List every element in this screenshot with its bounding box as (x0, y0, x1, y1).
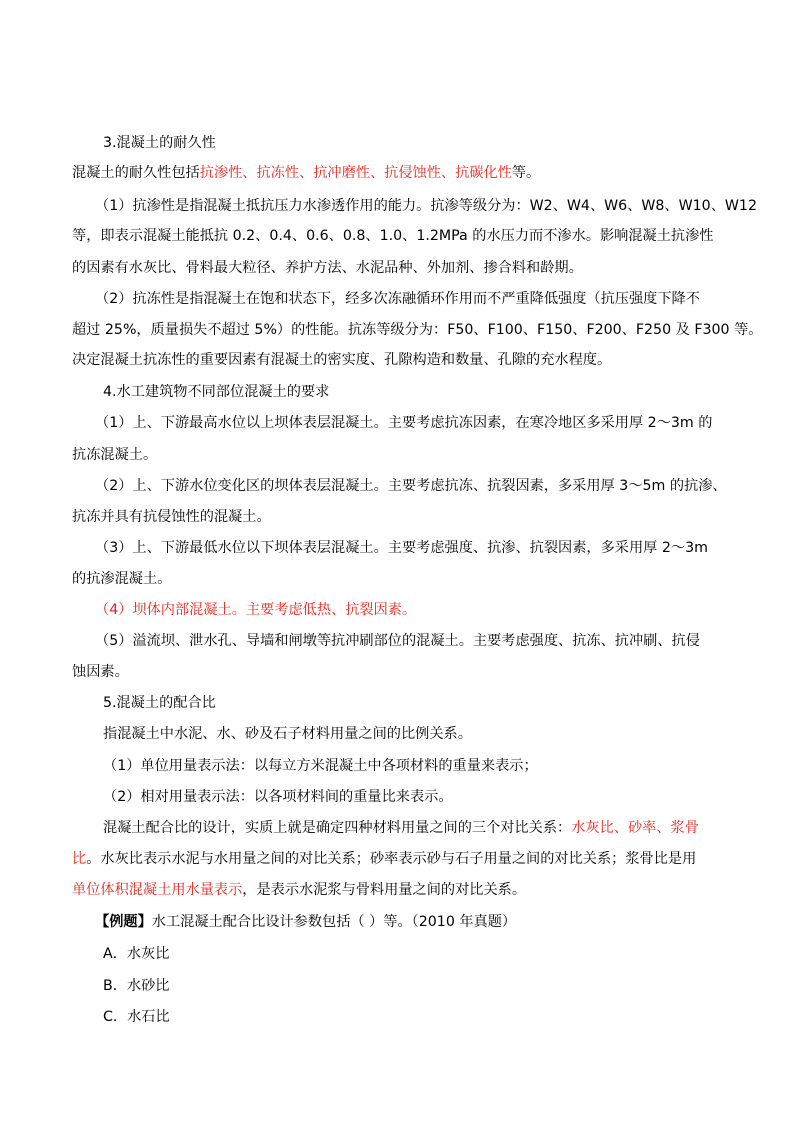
paragraph-line: （2）抗冻性是指混凝土在饱和状态下，经多次冻融循环作用而不严重降低强度（抗压强度下降不 (95, 291, 700, 307)
paragraph-line: （1）抗渗性是指混凝土抵抗压力水渗透作用的能力。抗渗等级分为：W2、W4、W6、W8、W10、W12 (95, 198, 757, 214)
paragraph-line: （1）单位用量表示法：以每立方米混凝土中各项材料的重量来表示； (103, 758, 538, 774)
paragraph-line: 指混凝土中水泥、水、砂及石子材料用量之间的比例关系。 (103, 726, 472, 742)
design-highlight: 水灰比、砂率、浆骨 (571, 820, 699, 836)
option-c: C．水石比 (103, 1009, 170, 1025)
example-tag: 【例题】 (95, 914, 152, 930)
paragraph-line: （5）溢流坝、泄水孔、导墙和闸墩等抗冲刷部位的混凝土。主要考虑强度、抗冻、抗冲刷、抗侵 (95, 633, 700, 649)
section-4-title: 4.水工建筑物不同部位混凝土的要求 (103, 384, 330, 400)
design-text: 混凝土配合比的设计，实质上就是确定四种材料用量之间的三个对比关系： (103, 820, 572, 836)
option-b: B．水砂比 (103, 978, 170, 994)
section-5-title: 5.混凝土的配合比 (103, 695, 216, 711)
paragraph-line: 抗冻混凝土。 (72, 447, 158, 463)
paragraph-line: （3）上、下游最低水位以下坝体表层混凝土。主要考虑强度、抗渗、抗裂因素，多采用厚 2～3m (95, 540, 708, 556)
paragraph-line: （1）上、下游最高水位以上坝体表层混凝土。主要考虑抗冻因素，在寒冷地区多采用厚 2～3m 的 (95, 415, 713, 431)
section-3-title: 3.混凝土的耐久性 (103, 135, 216, 151)
paragraph-line: （2）相对用量表示法：以各项材料间的重量比来表示。 (103, 789, 453, 805)
paragraph-line (72, 849, 732, 869)
design-text: 。水灰比表示水泥与水用量之间的对比关系；砂率表示砂与石子用量之间的对比关系；浆骨比是用 (86, 851, 697, 867)
paragraph-line: （2）上、下游水位变化区的坝体表层混凝土。主要考虑抗冻、抗裂因素，多采用厚 3～5m 的抗渗、 (95, 478, 727, 494)
design-highlight: 比 (72, 851, 87, 867)
highlighted-item: （4）坝体内部混凝土。主要考虑低热、抗裂因素。 (95, 602, 417, 618)
paragraph-line: 抗冻并具有抗侵蚀性的混凝土。 (72, 509, 271, 525)
intro-text: 混凝土的耐久性包括 (72, 165, 200, 181)
paragraph-line (72, 880, 732, 900)
design-highlight: 单位体积混凝土用水量表示 (72, 882, 243, 898)
paragraph-line (103, 818, 763, 838)
paragraph-line: 等，即表示混凝土能抵抗 0.2、0.4、0.6、0.8、1.0、1.2MPa 的水压力而不渗水。影响混凝土抗渗性 (72, 228, 714, 244)
example-question (95, 912, 755, 932)
intro-highlight: 抗渗性、抗冻性、抗冲磨性、抗侵蚀性、抗碳化性 (199, 165, 512, 181)
paragraph-line: 蚀因素。 (72, 664, 129, 680)
paragraph-line: 决定混凝土抗冻性的重要因素有混凝土的密实度、孔隙构造和数量、孔隙的充水程度。 (72, 352, 612, 368)
paragraph-line: 的因素有水灰比、骨料最大粒径、养护方法、水泥品种、外加剂、掺合料和龄期。 (72, 260, 583, 276)
intro-text-end: 等。 (511, 165, 541, 181)
paragraph-line: 的抗渗混凝土。 (72, 571, 172, 587)
option-a: A．水灰比 (103, 946, 170, 962)
section-3-intro (72, 163, 732, 183)
paragraph-line: 超过 25%，质量损失不超过 5%）的性能。抗冻等级分为：F50、F100、F150、F200、F250 及 F300 等。 (72, 322, 763, 338)
question-text: 水工混凝土配合比设计参数包括（ ）等。（2010 年真题） (151, 914, 517, 930)
design-text: ，是表示水泥浆与骨料用量之间的对比关系。 (242, 882, 527, 898)
